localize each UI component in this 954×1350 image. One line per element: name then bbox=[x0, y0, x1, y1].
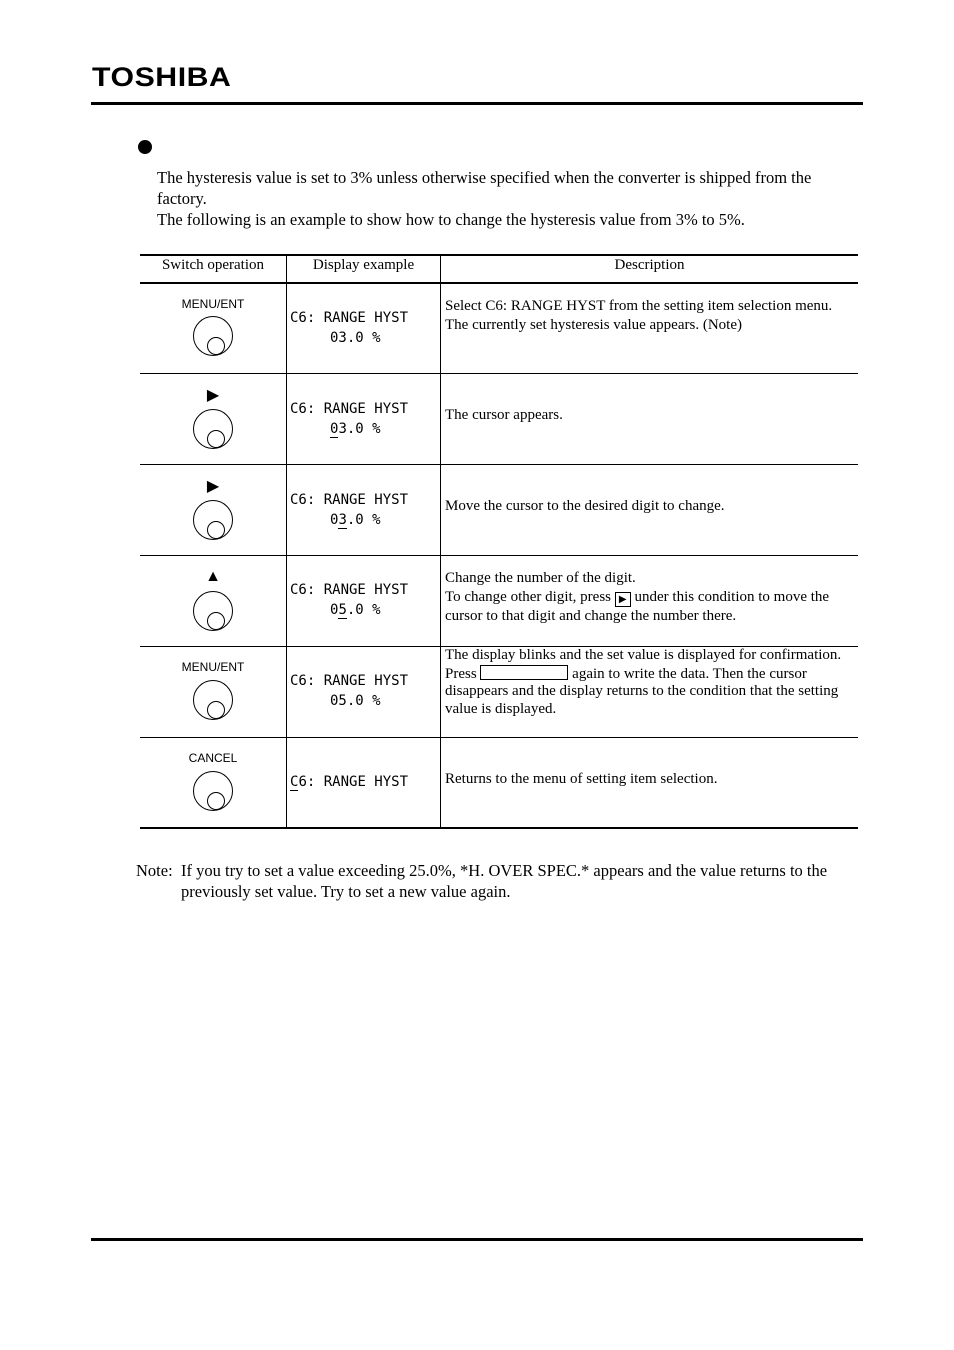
menu-ent-button[interactable] bbox=[193, 316, 233, 356]
right-button[interactable] bbox=[193, 409, 233, 449]
row-description: Returns to the menu of setting item selection. bbox=[445, 771, 718, 787]
right-button[interactable] bbox=[193, 500, 233, 540]
knob-icon bbox=[207, 701, 225, 719]
row-description: Change the number of the digit. To change other digit, press ▶ under this condition to move the cursor to that digit and change the number there. bbox=[445, 570, 830, 624]
note-text: If you try to set a value exceeding 25.0%, *H. OVER SPEC.* appears and the value returns to the previously set value. Try to set a new value again. bbox=[181, 861, 828, 901]
intro-paragraph-2: The following is an example to show how to change the hysteresis value from 3% to 5%. bbox=[157, 210, 745, 229]
knob-icon bbox=[207, 521, 225, 539]
footer-rule bbox=[91, 1238, 863, 1241]
header-description: Description bbox=[614, 257, 685, 273]
row-description: Move the cursor to the desired digit to change. bbox=[445, 498, 725, 514]
display-example: C6: RANGE HYST bbox=[290, 774, 409, 790]
row-divider bbox=[140, 737, 858, 738]
cursor-digit: 3 bbox=[338, 512, 347, 528]
row-divider bbox=[140, 555, 858, 556]
display-example: C6: RANGE HYST 05.0 % bbox=[290, 673, 409, 709]
up-button[interactable] bbox=[193, 591, 233, 631]
header-display-example: Display example bbox=[312, 257, 415, 273]
column-divider bbox=[440, 254, 441, 829]
display-example: C6: RANGE HYST 03.0 % bbox=[290, 401, 409, 437]
menu-ent-button[interactable] bbox=[193, 680, 233, 720]
table-header-rule bbox=[140, 282, 858, 284]
right-arrow-icon: ▶ bbox=[615, 592, 631, 607]
header-switch-operation: Switch operation bbox=[161, 257, 265, 273]
note-label: Note: bbox=[136, 861, 173, 880]
cancel-label: CANCEL bbox=[188, 751, 238, 765]
bullet-icon bbox=[138, 140, 152, 154]
row-description: Select C6: RANGE HYST from the setting item selection menu. The currently set hysteresis value appears. (Note) bbox=[445, 298, 833, 333]
knob-icon bbox=[207, 792, 225, 810]
knob-icon bbox=[207, 430, 225, 448]
cancel-button[interactable] bbox=[193, 771, 233, 811]
intro-paragraph-1: The hysteresis value is set to 3% unless otherwise specified when the converter is shipped from the factory. bbox=[157, 168, 812, 208]
cursor-digit: 0 bbox=[330, 421, 339, 437]
cursor-digit: C bbox=[290, 774, 299, 790]
display-example: C6: RANGE HYST 03.0 % bbox=[290, 310, 409, 346]
row-description: The cursor appears. bbox=[445, 407, 563, 423]
header-rule bbox=[91, 102, 863, 105]
toshiba-logo: TOSHIBA bbox=[92, 62, 232, 92]
knob-icon bbox=[207, 337, 225, 355]
row-divider bbox=[140, 464, 858, 465]
up-arrow-icon: ▲ bbox=[205, 568, 221, 585]
row-description: The display blinks and the set value is displayed for confirmation. Press again to write the data. Then the cursor disappears and the display returns to the condition that the setting value is displayed. bbox=[445, 647, 842, 717]
menu-ent-placeholder-box bbox=[480, 665, 568, 680]
table-top-rule bbox=[140, 254, 858, 256]
right-arrow-icon: ▶ bbox=[206, 478, 220, 495]
menu-ent-label: MENU/ENT bbox=[181, 660, 245, 674]
row-divider bbox=[140, 373, 858, 374]
table-bottom-rule bbox=[140, 827, 858, 829]
right-arrow-icon: ▶ bbox=[206, 387, 220, 404]
display-example: C6: RANGE HYST 05.0 % bbox=[290, 582, 409, 618]
menu-ent-label: MENU/ENT bbox=[181, 297, 245, 311]
display-example: C6: RANGE HYST 03.0 % bbox=[290, 492, 409, 528]
knob-icon bbox=[207, 612, 225, 630]
column-divider bbox=[286, 254, 287, 829]
cursor-digit: 5 bbox=[338, 602, 347, 618]
